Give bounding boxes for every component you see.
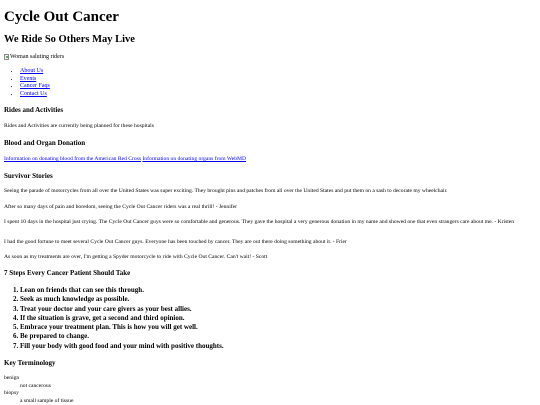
steps-list (4, 286, 224, 351)
survivor-stories-heading: Survivor Stories (4, 172, 53, 180)
step-item: 6. Be prepared to change. (20, 332, 224, 341)
step-item: 2. Seek as much knowledge as possible. (20, 295, 224, 304)
step-item: 4. If the situation is grave, get a second and third opinion. (20, 314, 224, 323)
survivor-story: After so many days of pain and boredom, seeing the Cycle Out Cancer riders was a real thrill! - Jennifer (4, 204, 237, 210)
term: biopsy (4, 390, 19, 396)
step-item: 1. Lean on friends that can see this through. (20, 286, 224, 295)
step-item: 3. Treat your doctor and your care givers as your best allies. (20, 305, 224, 314)
broken-image-icon (4, 54, 9, 60)
site-tagline: We Ride So Others May Live (4, 34, 135, 45)
hero-image (4, 53, 64, 61)
nav-link-contact[interactable]: Contact Us (20, 90, 47, 97)
site-title: Cycle Out Cancer (4, 9, 119, 25)
donation-heading: Blood and Organ Donation (4, 139, 86, 147)
nav-link-events[interactable]: Events (20, 75, 37, 82)
steps-heading: 7 Steps Every Cancer Patient Should Take (4, 269, 131, 277)
rides-text: Rides and Activities are currently being planned for these hospitals (4, 123, 154, 129)
survivor-story: As soon as my treatments are over, I'm getting a Spyder motorcycle to ride with Cycle Out Cancer. Can't wait! - Scott (4, 254, 268, 260)
term: benign (4, 375, 20, 381)
rides-heading: Rides and Activities (4, 106, 64, 114)
nav-item-contact (20, 91, 50, 99)
term-definition: not cancerous (20, 382, 51, 389)
survivor-story: I had the good fortune to meet several Cycle Out Cancer guys. Everyone has been touched by cancer. They are out there doing something about it. - Frier (4, 239, 347, 245)
organ-donation-link[interactable]: Information on donating organs from WebMD (142, 156, 247, 162)
hero-image-alt-text: Woman saluting riders (10, 54, 65, 60)
survivor-story: Seeing the parade of motorcycles from all over the United States was super exciting. They brought pins and patches from all over the United States and put them on a sash to decorate my wheelchair. (4, 188, 448, 194)
nav-item-faqs (20, 83, 50, 91)
terminology-list (4, 375, 73, 405)
donation-links (4, 155, 536, 163)
nav-item-events (20, 76, 50, 84)
nav-link-faqs[interactable]: Cancer Faqs (20, 83, 50, 89)
main-nav (4, 68, 50, 98)
nav-link-about[interactable]: About Us (20, 68, 44, 74)
survivor-story: I spent 10 days in the hospital just crying. The Cycle Out Cancer guys were so comfortable and generous. They gave the hospital a very generous donation in my name and showed one that even strangers care about me. - Kristen (4, 219, 515, 225)
nav-item-about (20, 68, 50, 76)
step-item: 5. Embrace your treatment plan. This is how you will get well. (20, 323, 224, 332)
terminology-heading: Key Terminology (4, 359, 56, 367)
step-item: 7. Fill your body with good food and your mind with positive thoughts. (20, 342, 224, 351)
blood-donation-link[interactable]: Information on donating blood from the American Red Cross (4, 156, 142, 162)
term-definition: a small sample of tissue (20, 397, 74, 404)
